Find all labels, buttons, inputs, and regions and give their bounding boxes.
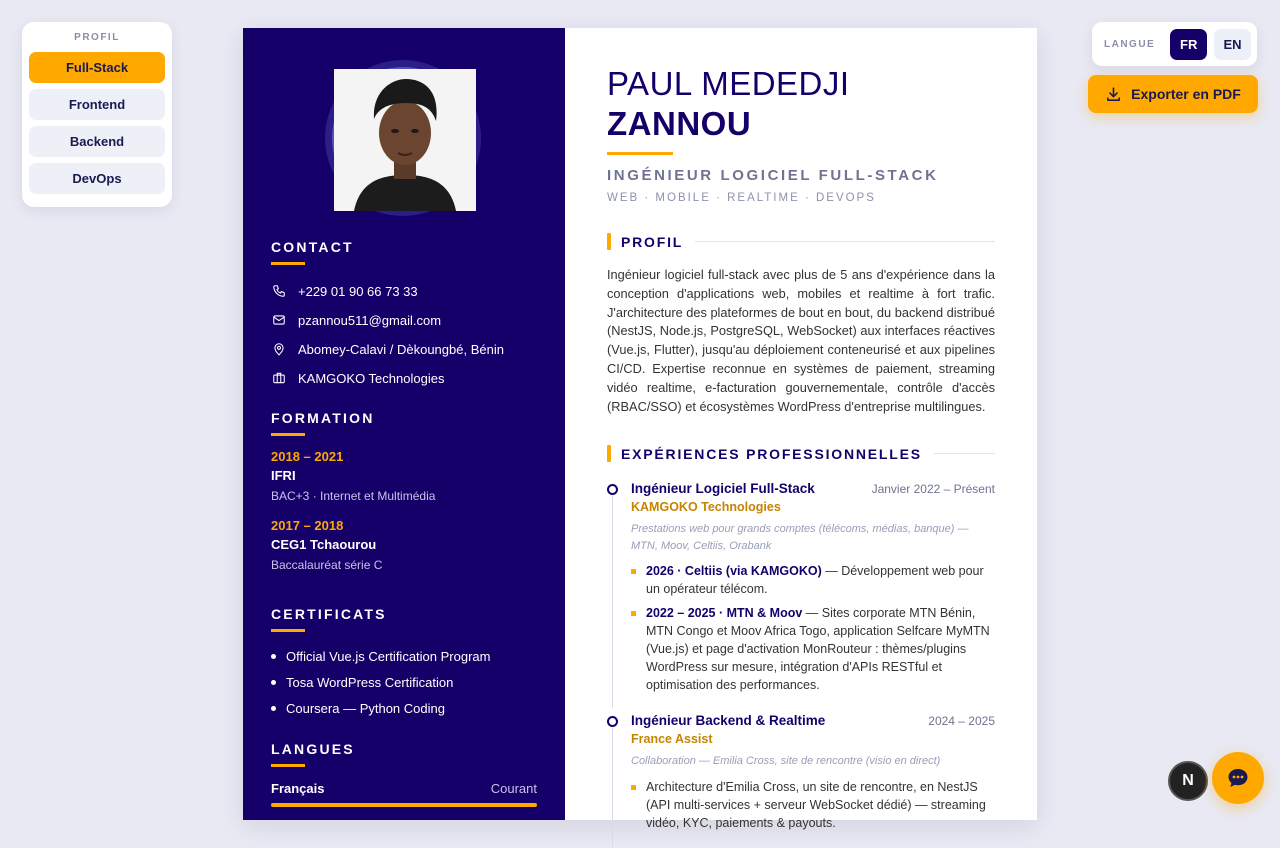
phone-icon [271,284,286,299]
formation-section [271,410,537,572]
mail-icon [271,313,286,328]
bullet-icon [271,680,276,685]
formation-detail: Baccalauréat série C [271,558,383,572]
first-names: PAUL MEDEDJI [607,65,850,102]
contact-company [271,369,537,387]
contact-title: CONTACT [271,239,354,255]
candidate-name [607,64,995,144]
contact-location-text: Abomey-Calavi / Dèkoungbé, Bénin [298,341,504,357]
bullet-icon [271,654,276,659]
bullet-text: Architecture d'Emilia Cross, un site de rencontre, en NestJS (API multi-services + serveur WebSocket dédié) — streaming vidéo, KYC, paiements & payouts. [646,779,986,830]
timeline-line [612,496,613,708]
job-title: INGÉNIEUR LOGICIEL FULL-STACK [607,167,939,184]
certificate-text: Tosa WordPress Certification [286,674,454,690]
export-pdf-button[interactable] [1088,75,1258,113]
bullet-text: — Développement web pour un opérateur télécom. [646,564,984,597]
formation-detail: BAC+3 · Internet et Multimédia [271,489,436,503]
language-proficiency-bar [271,803,537,807]
section-underline [271,764,305,767]
avatar-ring [325,60,481,216]
contact-company-text: KAMGOKO Technologies [298,370,445,386]
profile-switcher [22,22,172,207]
bullet-icon [271,706,276,711]
last-name: ZANNOU [607,105,752,142]
experience-bullet [631,562,995,598]
formation-title: FORMATION [271,410,375,426]
name-underline [607,152,673,155]
experience-bullet [631,604,995,694]
section-divider [934,453,995,454]
briefcase-icon [271,371,286,386]
profile-section-header [607,233,995,250]
bullet-lead: 2022 – 2025 · MTN & Moov [646,606,803,621]
timeline-dot [607,484,618,495]
section-accent-bar [607,233,611,250]
formation-item [271,518,537,572]
experience-role: Ingénieur Logiciel Full-Stack [631,481,815,497]
lang-en-button[interactable]: EN [1214,29,1251,60]
profile-frontend-button[interactable]: Frontend [29,89,165,120]
formation-school: IFRI [271,468,296,483]
contact-section [271,239,537,387]
resume-main [565,28,1037,830]
experience-date: Janvier 2022 – Présent [871,482,995,497]
bullet-lead: 2026 · Celtiis (via KAMGOKO) [646,564,822,579]
certificate-item [271,648,537,664]
language-switcher [1092,22,1257,66]
resume-document [243,28,1037,830]
profile-summary: Ingénieur logiciel full-stack avec plus de 5 ans d'expérience dans la conception d'applications web, mobiles et realtime à fort trafic. J'architecture des plateformes de bout en bout, du backend distribué (NestJS, Node.js, PostgreSQL, WebSocket) aux interfaces réactives (Vue.js, Flutter), jusqu'au déploiement conteneurisé et aux pipelines CI/CD. Expertise reconnue en systèmes de paiement, streaming vidéo realtime, e-facturation gouvernementale, contrôle d'accès (RBAC/SSO) et écosystèmes WordPress d'entreprise multilingues. [607,267,996,414]
formation-school: CEG1 Tchaourou [271,537,377,552]
avatar [332,67,474,209]
bullet-text: — Sites corporate MTN Bénin, MTN Congo et Moov Africa Togo, application Selfcare MyMTN (Vue.js) et page d'activation MonRouteur : thèmes/plugins WordPress sur mesure, intégration d'APIs RESTful et optimisation des performances. [646,606,990,693]
formation-years: 2017 – 2018 [271,518,344,533]
experience-company: France Assist [631,732,713,747]
chat-icon [1226,766,1250,790]
langues-section [271,741,537,807]
profile-fullstack-button[interactable]: Full-Stack [29,52,165,83]
location-icon [271,342,286,357]
certificats-section [271,606,537,716]
contact-email-text: pzannou511@gmail.com [298,312,442,328]
experience-role: Ingénieur Backend & Realtime [631,713,826,729]
lang-fr-button[interactable]: FR [1170,29,1207,60]
contact-phone[interactable] [271,282,537,300]
download-icon [1105,86,1122,103]
timeline-line [612,728,613,848]
language-name: Français [271,781,325,796]
language-label: LANGUE [1104,38,1156,50]
language-item [271,781,537,796]
langues-title: LANGUES [271,741,355,757]
certificate-text: Coursera — Python Coding [286,700,445,716]
chat-button[interactable] [1212,752,1264,804]
formation-item [271,449,537,503]
profile-section-title: PROFIL [621,233,684,250]
certificate-item [271,700,537,716]
contact-phone-text: +229 01 90 66 73 33 [298,283,418,299]
certificate-item [271,674,537,690]
experience-item [607,481,995,694]
experience-section-title: EXPÉRIENCES PROFESSIONNELLES [621,445,922,462]
certificate-text: Official Vue.js Certification Program [286,648,491,664]
experience-item [607,713,995,832]
export-pdf-label: Exporter en PDF [1131,86,1241,102]
timeline-dot [607,716,618,727]
section-underline [271,433,305,436]
profile-devops-button[interactable]: DevOps [29,163,165,194]
experience-section-header [607,445,995,462]
profile-switcher-label: PROFIL [74,32,120,43]
experience-company: KAMGOKO Technologies [631,500,781,515]
experience-bullet [631,778,995,832]
section-accent-bar [607,445,611,462]
experience-date: 2024 – 2025 [928,714,995,729]
dev-tools-badge[interactable]: N [1168,761,1208,801]
formation-years: 2018 – 2021 [271,449,344,464]
language-level: Courant [490,781,537,796]
experience-description: Prestations web pour grands comptes (télécoms, médias, banque) — MTN, Moov, Celtiis, Orabank [631,523,969,552]
contact-location [271,340,537,358]
tagline: WEB · MOBILE · REALTIME · DEVOPS [607,192,876,204]
profile-backend-button[interactable]: Backend [29,126,165,157]
section-divider [695,241,995,242]
contact-email[interactable] [271,311,537,329]
experience-description: Collaboration — Emilia Cross, site de rencontre (visio en direct) [631,755,941,768]
resume-sidebar [243,28,565,820]
certificats-title: CERTIFICATS [271,606,387,622]
